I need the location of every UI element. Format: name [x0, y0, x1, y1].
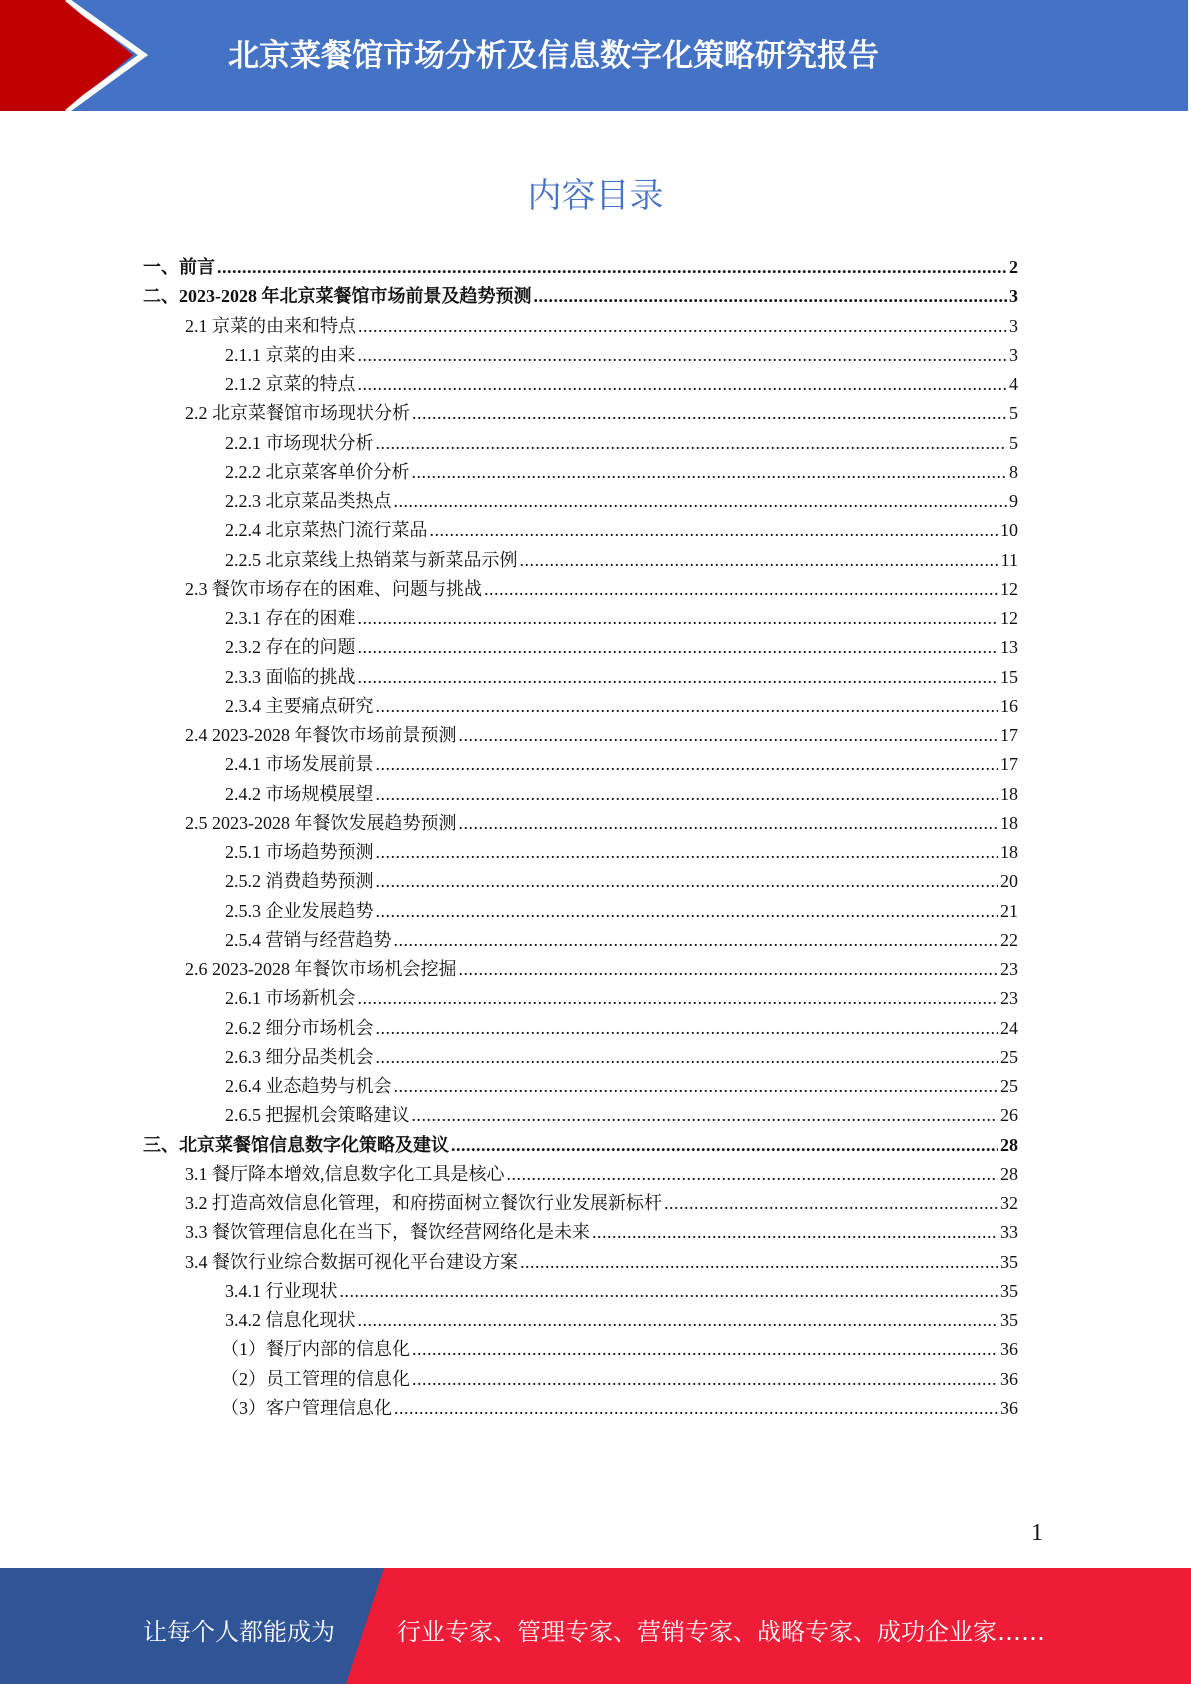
- toc-entry[interactable]: [143, 663, 1018, 692]
- toc-dot-leader: [451, 1131, 998, 1160]
- toc-entry-page: 36: [1000, 1397, 1018, 1418]
- toc-entry[interactable]: [143, 750, 1018, 779]
- footer-slogan-left: 让每个人都能成为: [143, 1618, 335, 1646]
- toc-entry[interactable]: [143, 897, 1018, 926]
- toc-entry-page: 28: [1000, 1163, 1018, 1184]
- toc-entry-page: 18: [1000, 842, 1018, 862]
- toc-entry[interactable]: [143, 1189, 1018, 1218]
- toc-dot-leader: [507, 1160, 999, 1189]
- toc-entry-title: 2.2.2 北京菜客单价分析: [225, 461, 410, 482]
- toc-dot-leader: [484, 575, 998, 604]
- toc-entry[interactable]: [143, 955, 1018, 984]
- toc-dot-leader: [358, 663, 999, 692]
- toc-dot-leader: [394, 1072, 999, 1101]
- toc-entry-title: 2.1.2 京菜的特点: [225, 374, 356, 394]
- toc-dot-leader: [412, 399, 1007, 428]
- toc-entry-title: 3.2 打造高效信息化管理，和府捞面树立餐饮行业发展新标杆: [185, 1193, 662, 1213]
- page-number: 1: [1031, 1520, 1043, 1546]
- toc-dot-leader: [358, 1306, 999, 1335]
- toc-entry-page: 5: [1009, 403, 1018, 424]
- toc-entry-title: 3.4.1 行业现状: [225, 1280, 338, 1301]
- toc-dot-leader: [376, 780, 999, 809]
- toc-dot-leader: [376, 897, 999, 926]
- toc-entry-page: 36: [1000, 1368, 1018, 1389]
- toc-entry-title: 3.4 餐饮行业综合数据可视化平台建设方案: [185, 1251, 518, 1272]
- toc-entry-page: 18: [1000, 783, 1018, 804]
- toc-entry[interactable]: [143, 399, 1018, 428]
- toc-entry-title: 2.3.3 面临的挑战: [225, 666, 356, 687]
- toc-entry[interactable]: [143, 1160, 1018, 1189]
- toc-entry-page: 12: [1000, 608, 1018, 628]
- toc-entry-title: 2.1.1 京菜的由来: [225, 344, 356, 365]
- toc-entry-title: 2.3.4 主要痛点研究: [225, 695, 374, 716]
- toc-entry-title: 2.3.2 存在的问题: [225, 637, 356, 658]
- toc-heading: 内容目录: [527, 176, 664, 216]
- toc-entry-title: 3.3 餐饮管理信息化在当下，餐饮经营网络化是未来: [185, 1222, 590, 1243]
- toc-entry-page: 12: [1000, 578, 1018, 599]
- toc-entry-page: 15: [1000, 666, 1018, 687]
- toc-dot-leader: [394, 926, 999, 955]
- toc-entry[interactable]: [143, 341, 1018, 370]
- toc-entry-title: 2.6.5 把握机会策略建议: [225, 1105, 410, 1126]
- toc-entry-page: 17: [1000, 754, 1018, 775]
- toc-entry-page: 26: [1000, 1105, 1018, 1126]
- toc-entry-page: 10: [1000, 520, 1018, 541]
- toc-entry-page: 24: [1000, 1017, 1018, 1038]
- toc-entry-page: 5: [1009, 432, 1018, 453]
- toc-entry-title: 2.3.1 存在的困难: [225, 608, 356, 628]
- toc-entry-page: 18: [1000, 812, 1018, 833]
- toc-entry[interactable]: [143, 1014, 1018, 1043]
- toc-entry-title: （1）餐厅内部的信息化: [221, 1339, 410, 1360]
- toc-entry[interactable]: [143, 780, 1018, 809]
- toc-dot-leader: [459, 721, 999, 750]
- toc-entry-page: 23: [1000, 988, 1018, 1009]
- toc-entry[interactable]: [143, 546, 1018, 575]
- toc-dot-leader: [412, 1101, 999, 1130]
- toc-entry[interactable]: [143, 1394, 1018, 1423]
- table-of-contents: [143, 253, 1018, 1423]
- toc-entry-title: 2.6.3 细分品类机会: [225, 1046, 374, 1067]
- toc-dot-leader: [376, 692, 999, 721]
- toc-entry[interactable]: [143, 721, 1018, 750]
- page-header-banner: [0, 0, 1191, 111]
- toc-entry[interactable]: [143, 458, 1018, 487]
- toc-dot-leader: [376, 750, 999, 779]
- toc-dot-leader: [358, 370, 1008, 399]
- toc-entry-page: 35: [1000, 1280, 1018, 1301]
- toc-dot-leader: [430, 516, 999, 545]
- toc-entry[interactable]: [143, 1072, 1018, 1101]
- toc-entry-title: 2.2.5 北京菜线上热销菜与新菜品示例: [225, 549, 518, 570]
- toc-entry-title: 2.2.1 市场现状分析: [225, 432, 374, 453]
- toc-entry-page: 4: [1009, 374, 1018, 394]
- toc-entry[interactable]: [143, 1101, 1018, 1130]
- toc-entry[interactable]: [143, 692, 1018, 721]
- toc-entry-title: 3.4.2 信息化现状: [225, 1310, 356, 1330]
- toc-entry-title: 2.4.2 市场规模展望: [225, 783, 374, 804]
- toc-entry-page: 8: [1009, 461, 1018, 482]
- toc-entry[interactable]: [143, 370, 1018, 399]
- toc-dot-leader: [217, 253, 1007, 282]
- toc-entry-page: 16: [1000, 695, 1018, 716]
- toc-entry-page: 28: [1000, 1134, 1018, 1155]
- toc-entry[interactable]: [143, 838, 1018, 867]
- toc-entry-page: 11: [1000, 549, 1018, 570]
- toc-entry-title: 2.6 2023-2028 年餐饮市场机会挖掘: [185, 959, 457, 979]
- toc-entry[interactable]: [143, 1043, 1018, 1072]
- toc-dot-leader: [376, 1043, 999, 1072]
- toc-entry-page: 23: [1000, 959, 1018, 979]
- toc-entry[interactable]: [143, 1335, 1018, 1364]
- toc-entry[interactable]: [143, 312, 1018, 341]
- toc-entry[interactable]: [143, 1277, 1018, 1306]
- toc-dot-leader: [358, 341, 1008, 370]
- toc-entry-title: （2）员工管理的信息化: [221, 1368, 410, 1389]
- toc-entry-title: 3.1 餐厅降本增效,信息数字化工具是核心: [185, 1163, 505, 1184]
- toc-entry-page: 36: [1000, 1339, 1018, 1360]
- toc-dot-leader: [664, 1189, 998, 1218]
- toc-entry[interactable]: [143, 633, 1018, 662]
- toc-entry[interactable]: [143, 1365, 1018, 1394]
- toc-dot-leader: [534, 282, 1008, 311]
- toc-dot-leader: [459, 809, 999, 838]
- toc-entry[interactable]: [143, 282, 1018, 311]
- toc-entry[interactable]: [143, 809, 1018, 838]
- toc-dot-leader: [520, 546, 999, 575]
- toc-entry-page: 20: [1000, 871, 1018, 892]
- toc-entry[interactable]: [143, 1248, 1018, 1277]
- toc-dot-leader: [358, 984, 999, 1013]
- toc-entry-page: 35: [1000, 1310, 1018, 1330]
- toc-entry-title: 2.1 京菜的由来和特点: [185, 315, 356, 336]
- toc-entry-title: 一、前言: [143, 257, 215, 277]
- toc-entry[interactable]: [143, 867, 1018, 896]
- toc-entry-page: 2: [1009, 257, 1018, 277]
- toc-entry-page: 17: [1000, 725, 1018, 745]
- toc-entry-title: 2.5.1 市场趋势预测: [225, 842, 374, 862]
- toc-entry-title: 2.6.4 业态趋势与机会: [225, 1076, 392, 1096]
- toc-entry[interactable]: [143, 926, 1018, 955]
- toc-dot-leader: [592, 1218, 998, 1247]
- page-footer-banner: [0, 1568, 1191, 1684]
- toc-dot-leader: [412, 1365, 998, 1394]
- toc-entry-page: 25: [1000, 1076, 1018, 1096]
- toc-entry[interactable]: [143, 984, 1018, 1013]
- toc-entry-page: 32: [1000, 1193, 1018, 1213]
- toc-entry[interactable]: [143, 1218, 1018, 1247]
- toc-entry-title: 三、北京菜餐馆信息数字化策略及建议: [143, 1134, 449, 1155]
- toc-dot-leader: [376, 1014, 999, 1043]
- toc-dot-leader: [412, 1335, 998, 1364]
- toc-entry-title: 2.2.4 北京菜热门流行菜品: [225, 520, 428, 541]
- toc-entry-title: 2.4.1 市场发展前景: [225, 754, 374, 775]
- toc-entry-title: 2.6.2 细分市场机会: [225, 1017, 374, 1038]
- toc-entry[interactable]: [143, 1306, 1018, 1335]
- toc-dot-leader: [520, 1248, 998, 1277]
- toc-dot-leader: [412, 458, 1008, 487]
- toc-dot-leader: [394, 487, 1008, 516]
- toc-entry-title: 2.6.1 市场新机会: [225, 988, 356, 1009]
- toc-entry-page: 3: [1009, 286, 1018, 307]
- toc-entry[interactable]: [143, 253, 1018, 282]
- toc-dot-leader: [358, 604, 999, 633]
- toc-entry-title: 2.3 餐饮市场存在的困难、问题与挑战: [185, 578, 482, 599]
- toc-entry-title: 2.5.2 消费趋势预测: [225, 871, 374, 892]
- toc-entry-page: 35: [1000, 1251, 1018, 1272]
- toc-entry[interactable]: [143, 487, 1018, 516]
- toc-entry-title: （3）客户管理信息化: [221, 1397, 392, 1418]
- toc-entry-page: 22: [1000, 929, 1018, 950]
- toc-entry-page: 13: [1000, 637, 1018, 658]
- toc-entry-page: 3: [1009, 344, 1018, 365]
- toc-entry-page: 21: [1000, 900, 1018, 921]
- toc-dot-leader: [376, 429, 1008, 458]
- report-title: 北京菜餐馆市场分析及信息数字化策略研究报告: [228, 38, 879, 74]
- toc-entry-page: 25: [1000, 1046, 1018, 1067]
- toc-entry-title: 2.2.3 北京菜品类热点: [225, 491, 392, 511]
- toc-entry-title: 2.5 2023-2028 年餐饮发展趋势预测: [185, 812, 457, 833]
- toc-entry-page: 33: [1000, 1222, 1018, 1243]
- toc-entry-page: 3: [1009, 315, 1018, 336]
- toc-entry-title: 2.2 北京菜餐馆市场现状分析: [185, 403, 410, 424]
- toc-dot-leader: [376, 838, 999, 867]
- toc-entry-page: 9: [1009, 491, 1018, 511]
- toc-entry[interactable]: [143, 604, 1018, 633]
- toc-entry[interactable]: [143, 516, 1018, 545]
- toc-entry-title: 2.4 2023-2028 年餐饮市场前景预测: [185, 725, 457, 745]
- toc-entry-title: 2.5.3 企业发展趋势: [225, 900, 374, 921]
- toc-entry-title: 2.5.4 营销与经营趋势: [225, 929, 392, 950]
- toc-dot-leader: [376, 867, 999, 896]
- toc-dot-leader: [394, 1394, 998, 1423]
- toc-dot-leader: [358, 312, 1007, 341]
- toc-entry[interactable]: [143, 575, 1018, 604]
- toc-dot-leader: [340, 1277, 999, 1306]
- toc-dot-leader: [358, 633, 999, 662]
- footer-slogan-right: 行业专家、管理专家、营销专家、战略专家、成功企业家……: [397, 1618, 1045, 1646]
- toc-dot-leader: [459, 955, 999, 984]
- toc-entry[interactable]: [143, 1131, 1018, 1160]
- toc-entry[interactable]: [143, 429, 1018, 458]
- toc-entry-title: 二、2023-2028 年北京菜餐馆市场前景及趋势预测: [143, 286, 532, 307]
